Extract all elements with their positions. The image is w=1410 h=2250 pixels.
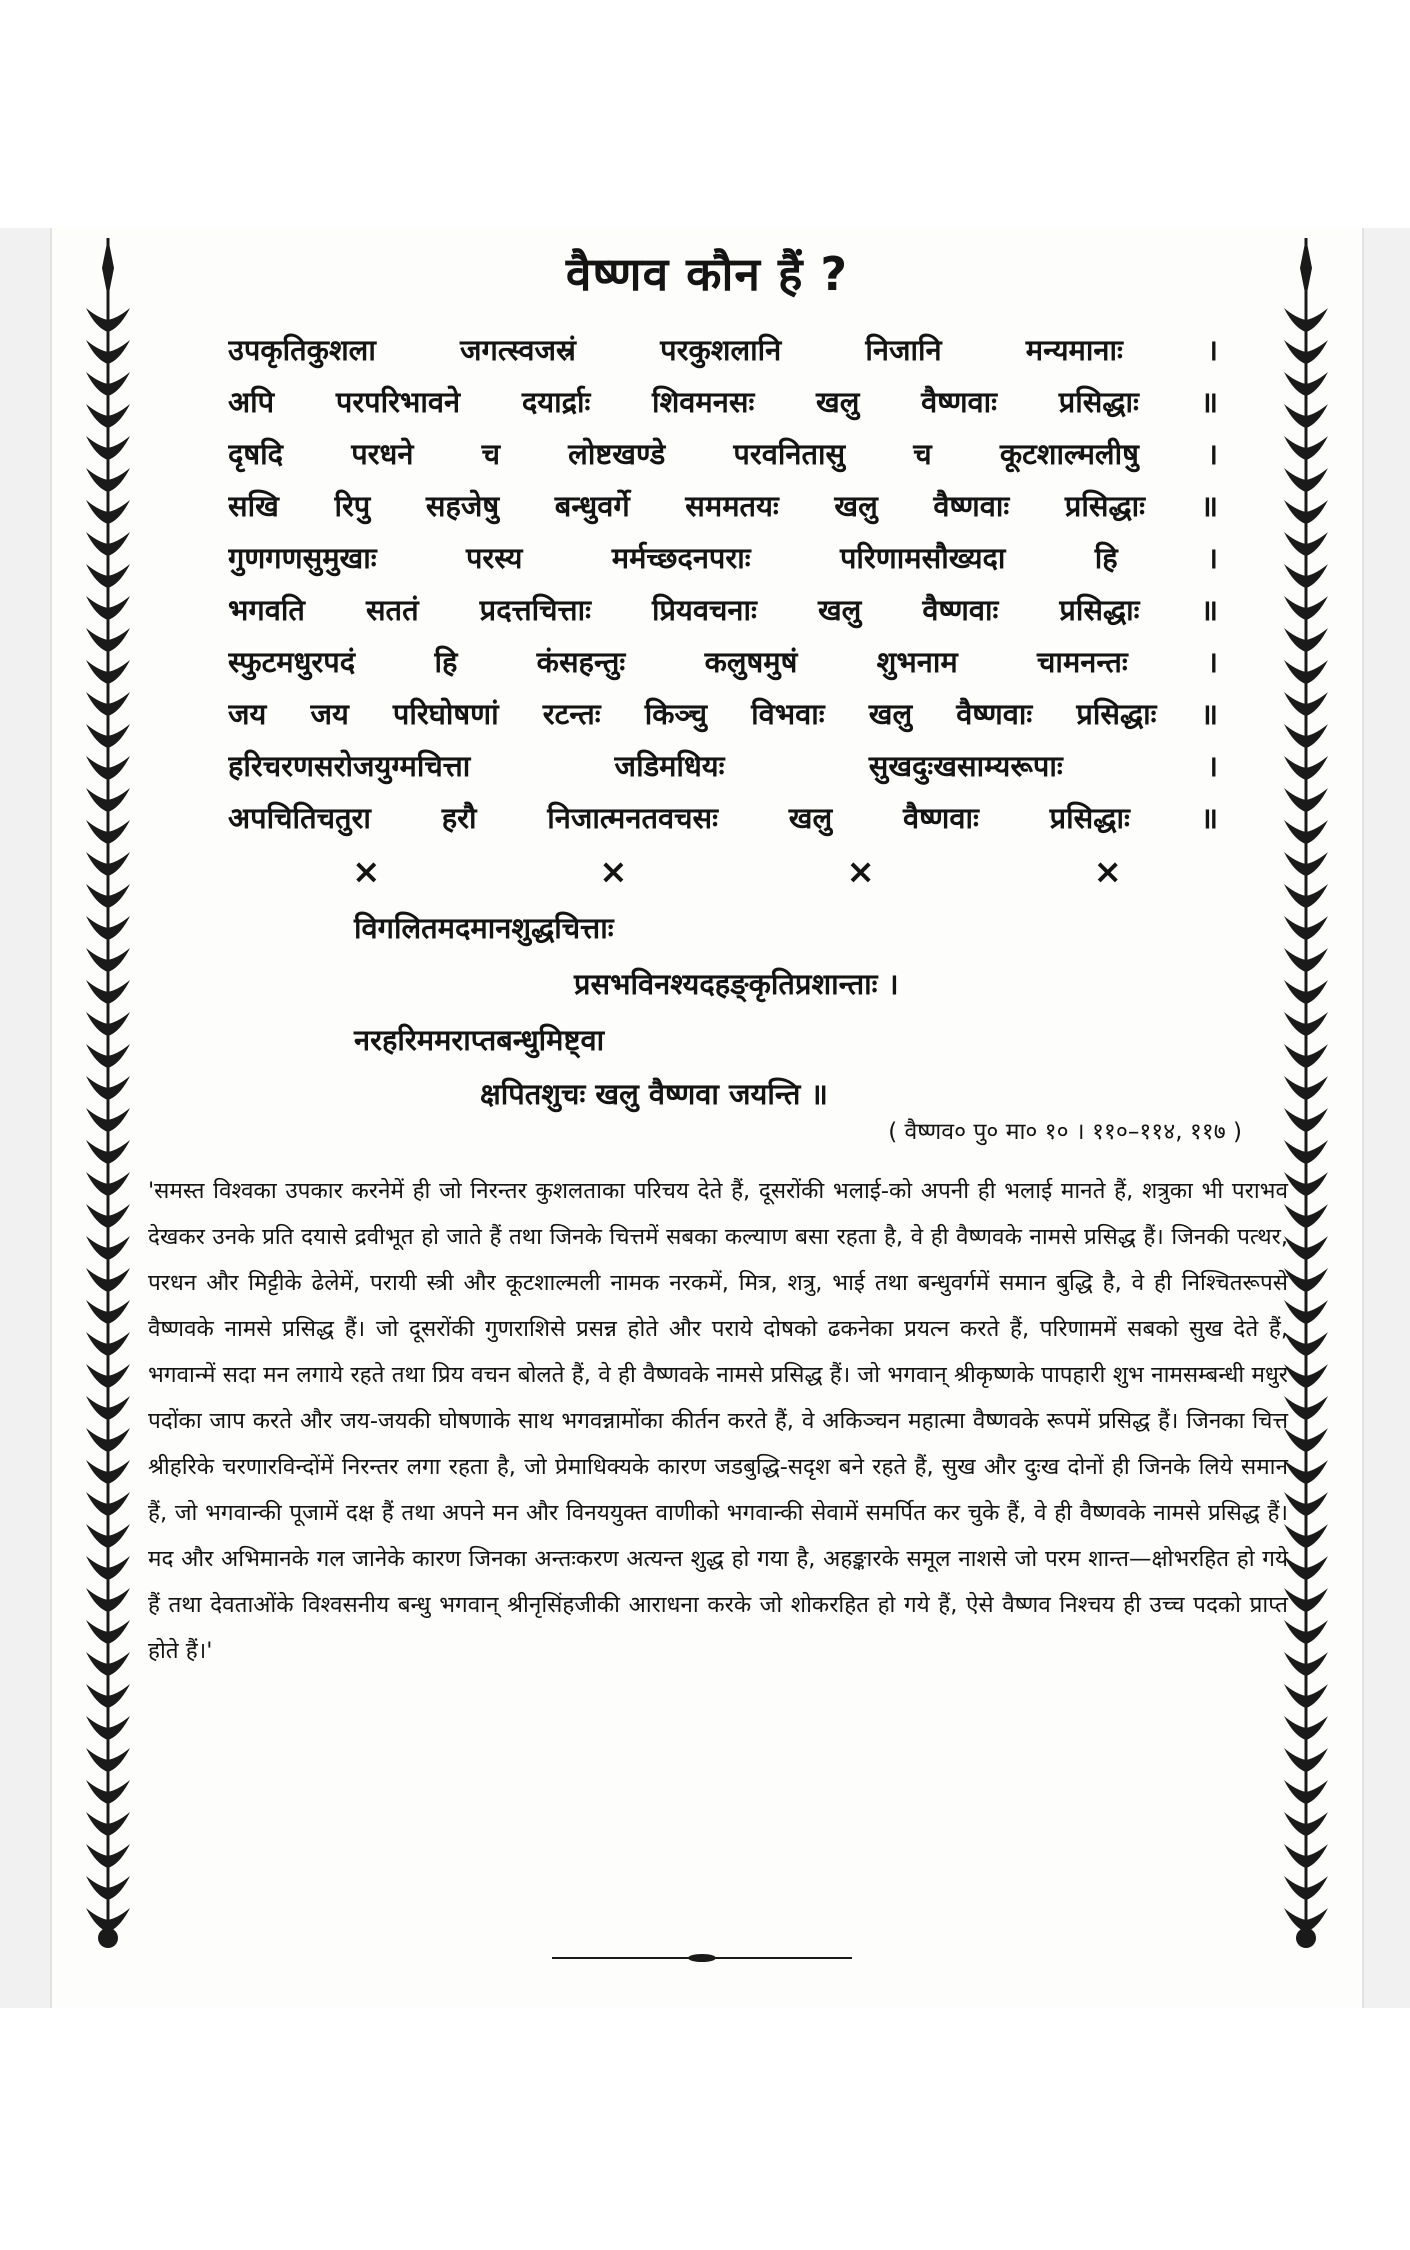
verse-line: भगवति सततं प्रदत्तचित्ताः प्रियवचनाः खलु वैष्णवाः प्रसिद्धाः ॥ (228, 593, 1218, 627)
separator-mark: × (599, 852, 628, 892)
section-separator (352, 852, 1122, 892)
right-margin-strip (1360, 228, 1410, 2008)
final-verse-line: नरहरिममराप्तबन्धुमिष्ट्वा (354, 1023, 605, 1057)
verse-line: दृषदि परधने च लोष्टखण्डे परवनितासु च कूटशाल्मलीषु । (228, 437, 1218, 471)
scanned-page (50, 228, 1364, 2008)
separator-mark: × (846, 852, 875, 892)
verse-line: सखि रिपु सहजेषु बन्धुवर्गे सममतयः खलु वैष्णवाः प्रसिद्धाः ॥ (228, 489, 1218, 523)
left-margin-strip (0, 228, 50, 2008)
final-verse-line: प्रसभविनश्यदहङ्कृतिप्रशान्ताः । (574, 967, 899, 1001)
separator-mark: × (352, 852, 381, 892)
hindi-translation: 'समस्त विश्वका उपकार करनेमें ही जो निरन्तर कुशलताका परिचय देते हैं, दूसरोंकी भलाई-को अपनी ही भलाई मानते हैं, शत्रुका भी पराभव देखकर उनके प्रति दयासे द्रवीभूत हो जाते हैं तथा जिनके चित्तमें सबका कल्याण बसा रहता है, वे ही वैष्णवके नामसे प्रसिद्ध हैं। जिनकी पत्थर, परधन और मिट्टीके ढेलेमें, परायी स्त्री और कूटशाल्मली नामक नरकमें, मित्र, शत्रु, भाई तथा बन्धुवर्गमें समान बुद्धि है, वे ही निश्चितरूपसे वैष्णवके नामसे प्रसिद्ध हैं। जो दूसरोंकी गुणराशिसे प्रसन्न होते और पराये दोषको ढकनेका प्रयत्न करते हैं, परिणाममें सबको सुख देते हैं, भगवान्में सदा मन लगाये रहते तथा प्रिय वचन बोलते हैं, वे ही वैष्णवके नामसे प्रसिद्ध हैं। जो भगवान् श्रीकृष्णके पापहारी शुभ नामसम्बन्धी मधुर पदोंका जाप करते और जय-जयकी घोषणाके साथ भगवन्नामोंका कीर्तन करते हैं, वे अकिञ्चन महात्मा वैष्णवके रूपमें प्रसिद्ध हैं। जिनका चित्त श्रीहरिके चरणारविन्दोंमें निरन्तर लगा रहता है, जो प्रेमाधिक्यके कारण जडबुद्धि-सदृश बने रहते हैं, सुख और दुःख दोनों ही जिनके लिये समान हैं, जो भगवान्की पूजामें दक्ष हैं तथा अपने मन और विनययुक्त वाणीको भगवान्की सेवामें समर्पित कर चुके हैं, वे ही वैष्णवके नामसे प्रसिद्ध हैं। मद और अभिमानके गल जानेके कारण जिनका अन्तःकरण अत्यन्त शुद्ध हो गया है, अहङ्कारके समूल नाशसे जो परम शान्त—क्षोभरहित हो गये हैं तथा देवताओंके विश्वसनीय बन्धु भगवान् श्रीनृसिंहजीकी आराधना करके जो शोकरहित हो गये हैं, ऐसे वैष्णव निश्चय ही उच्च पदको प्राप्त होते हैं।' (148, 1178, 1288, 1664)
final-verse-line: क्षपितशुचः खलु वैष्णवा जयन्ति ॥ (480, 1077, 828, 1111)
final-verse-line: विगलितमदमानशुद्धचित्ताः (354, 911, 614, 945)
sanskrit-verses (228, 324, 1218, 844)
verse-line: अपचितिचतुरा हरौ निजात्मनतवचसः खलु वैष्णवाः प्रसिद्धाः ॥ (228, 801, 1218, 835)
page-title: वैष्णव कौन हैं ? (565, 247, 849, 301)
verse-line: अपि परपरिभावने दयार्द्राः शिवमनसः खलु वैष्णवाः प्रसिद्धाः ॥ (228, 385, 1218, 419)
verse-line: उपकृतिकुशला जगत्स्वजस्रं परकुशलानि निजानि मन्यमानाः । (228, 333, 1218, 367)
separator-mark: × (1093, 852, 1122, 892)
verse-line: हरिचरणसरोजयुग्मचित्ता जडिमधियः सुखदुःखसाम्यरूपाः । (228, 749, 1218, 783)
verse-line: जय जय परिघोषणां रटन्तः किञ्चु विभवाः खलु वैष्णवाः प्रसिद्धाः ॥ (228, 697, 1218, 731)
final-verse (52, 908, 1362, 1111)
verse-line: गुणगणसुमुखाः परस्य मर्मच्छदनपराः परिणामसौख्यदा हि । (228, 541, 1218, 575)
end-divider (552, 1950, 852, 1966)
source-citation: ( वैष्णव० पु० मा० १० । ११०–११४, ११७ ) (888, 1119, 1242, 1145)
verse-line: स्फुटमधुरपदं हि कंसहन्तुः कलुषमुषं शुभनाम चामनन्तः । (228, 645, 1218, 679)
